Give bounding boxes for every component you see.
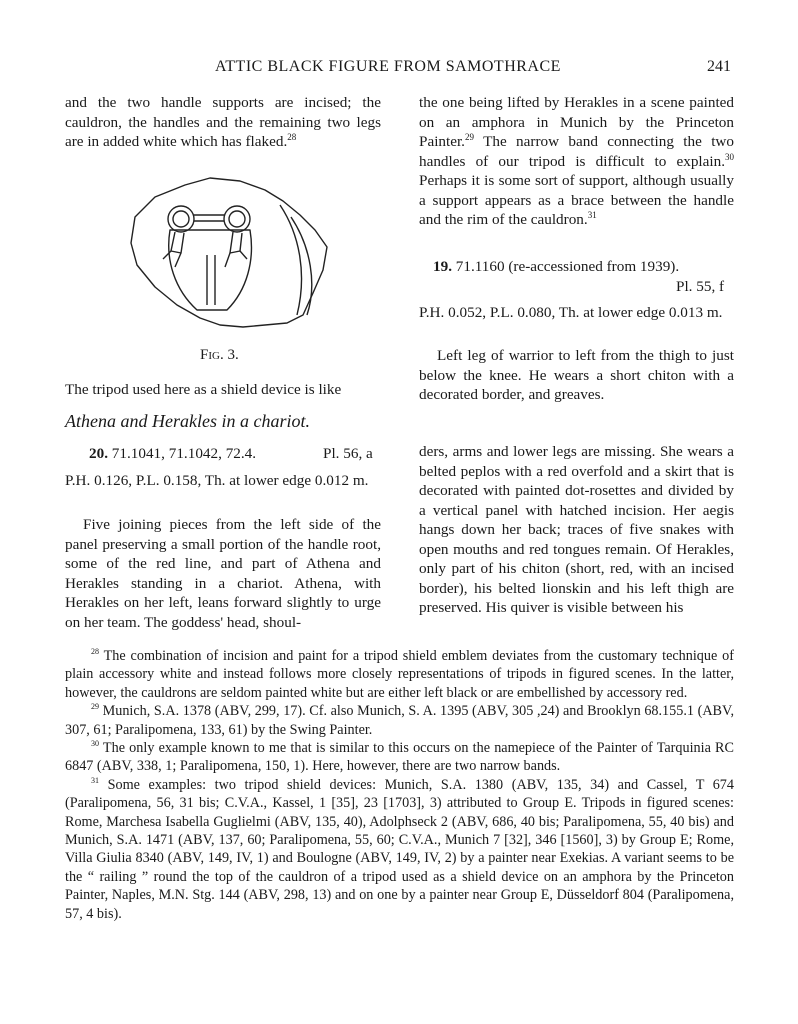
entry-20-measurements: P.H. 0.126, P.L. 0.158, Th. at lower edge 0.012 m.	[65, 472, 369, 489]
left-paragraph-1: and the two handle supports are incised; the cauldron, the handles and the remaining two legs are in added white which has flaked.$^{28}$	[65, 94, 381, 150]
entry-20-plate: Pl. 56, a	[323, 445, 373, 462]
footnote-29: $^{29}$ Munich, S.A. 1378 (ABV, 299, 17). Cf. also Munich, S. A. 1395 (ABV, 305 ,24) and Brooklyn 68.155.1 (ABV, 307, 61; Paralipomena, 133, 61) by the Swing Painter.	[65, 702, 734, 738]
running-header: ATTIC BLACK FIGURE FROM SAMOTHRACE	[215, 58, 561, 75]
fragment-edge-line	[280, 205, 302, 315]
right-paragraph-continuation: ders, arms and lower legs are missing. She wears a belted peplos with a red overfold and a skirt that is decorated with painted dot-rosettes and divided by a vertical panel with hatched incision. Her aegis hangs down her back; traces of five snakes with open mouths and red tongues remain. Of Herakles, only part of his chiton (short, red, with an incised border), his belted lionskin and his left thigh are preserved. His quiver is visible between his	[419, 443, 734, 616]
footnote-31: $^{31}$ Some examples: two tripod shield devices: Munich, S.A. 1380 (ABV, 135, 34) and Cassel, T 674 (Paralipomena, 56, 31 bis; C.V.A., Kassel, 1 [35], 23 [1703], 3) attributed to Group E. Tripods in figured scenes: Rome, Marchesa Isabella Guglielmi (ABV, 135, 40), Adolphseck 2 (ABV, 686, 40 bis; Paralipomena, 55, 40 bis) and Munich, S.A. 1471 (ABV, 137, 60; Paralipomena, 55, 60; C.V.A., Munich 7 [32], 346 [1560], 3) by Group E; Rome, Villa Giulia 8340 (ABV, 149, IV, 1) and Boulogne (ABV, 149, IV, 2) by a painter near Exekias. A variant seems to be the “ railing ” round the top of the cauldron of a tripod used as a shield device on an amphora by the Princeton Painter, Naples, M.N. Stg. 144 (ABV, 298, 13) and on one by a painter near Group E, Düsseldorf 804 (Paralipomena, 57, 4 bis).	[65, 775, 734, 922]
tripod-leg-left	[171, 232, 184, 253]
handle-band	[194, 215, 224, 221]
section-heading: Athena and Herakles in a chariot.	[65, 411, 310, 431]
left-paragraph-2: The tripod used here as a shield device is like	[65, 381, 342, 398]
entry-number: 19.	[433, 258, 452, 275]
tripod-leg-right	[230, 232, 242, 253]
tripod-cauldron	[169, 230, 252, 310]
entry-19-plate: Pl. 55, f	[676, 278, 725, 295]
tripod-handle-right	[224, 206, 250, 232]
footnote-28: $^{28}$ The combination of incision and paint for a tripod shield emblem deviates from the customary technique of plain accessory white and instead follows more closely representations of tripods in figured scenes. In the latter, however, the cauldrons are seldom painted white but are either left black or are embellished by accessory red.	[65, 647, 734, 701]
figure-3-drawing	[115, 175, 335, 335]
footnote-ref-31: 31	[587, 210, 597, 220]
entry-ids: 71.1160 (re-accessioned from 1939).	[455, 258, 680, 275]
footnote-ref-30: 30	[725, 151, 734, 162]
entry-20-description: Five joining pieces from the left side of the panel preserving a small portion of the handle root, some of the red line, and part of Athena and Herakles standing in a chariot. Athena, with Herakles on her left, leans forward slightly to urge on her team. The goddess' head, shoul-	[65, 516, 381, 631]
footnote-ref-28: 28	[287, 132, 297, 142]
right-paragraph-1: the one being lifted by Herakles in a scene painted on an amphora in Munich by the Princeton Painter.$^{29}$ The narrow band connecting the two handles of our tripod is difficult to explain.$^{30}$ Perhaps it is some sort of support, although usually a support appears as a brace between the handle and the rim of the cauldron.$^{31}$	[419, 94, 734, 228]
entry-ids: 71.1041, 71.1042, 72.4.	[111, 445, 257, 462]
figure-caption: Fig. 3.	[200, 347, 239, 363]
entry-number: 20.	[89, 445, 108, 462]
fragment-outline	[131, 178, 327, 327]
entry-19-measurements: P.H. 0.052, P.L. 0.080, Th. at lower edge 0.013 m.	[419, 304, 723, 321]
cauldron-leg	[207, 255, 215, 305]
footnotes	[65, 647, 734, 923]
entry-19-description: Left leg of warrior to left from the thigh to just below the knee. He wears a short chiton with a decorated border, and greaves.	[419, 347, 734, 403]
entry-19-heading	[433, 258, 679, 276]
tripod-handle-left	[168, 206, 194, 232]
footnote-30: $^{30}$ The only example known to me that is similar to this occurs on the namepiece of the Painter of Tarquinia RC 6847 (ABV, 338, 1; Paralipomena, 150, 1). Here, however, there are two narrow bands.	[65, 739, 734, 775]
entry-20-heading	[89, 445, 256, 463]
footnote-ref-29: 29	[464, 132, 474, 142]
page-number: 241	[707, 58, 731, 75]
